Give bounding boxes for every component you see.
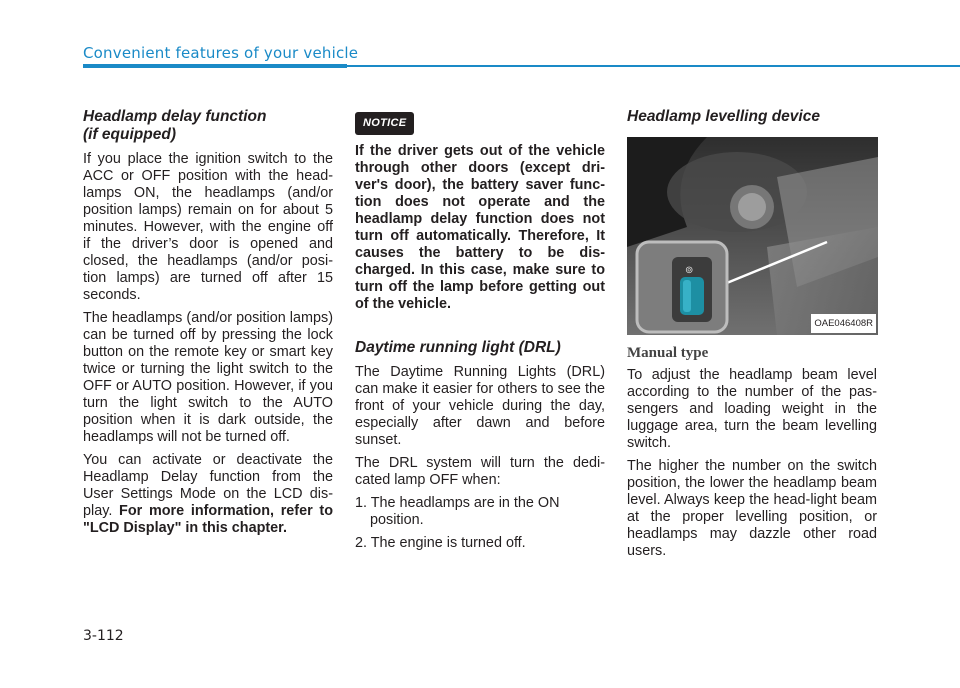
svg-text:⊚: ⊚ [685,265,694,276]
header-rule [347,65,960,67]
column-middle [355,108,605,558]
levelling-paragraph-1: To adjust the headlamp beam level according to the number of the pas-sengers and loading weight in the luggage area, turn the beam levelling switch. [627,367,877,451]
header-accent-bar [83,64,347,68]
dashboard-illustration [627,137,878,335]
notice-badge: NOTICE [355,112,414,135]
headlamp-delay-paragraph-3 [83,452,333,537]
drl-heading: Daytime running light (DRL) [355,339,561,356]
paragraph-3-normal-text: You can activate or deactivate the Headlamp Delay function from the User Settings Mode on the LCD dis-play. [83,452,333,519]
headlamp-delay-paragraph-1: If you place the ignition switch to the ACC or OFF position with the head-lamps ON, the headlamps (and/or position lamps) remain on for about 5 minutes. However, with the engine off if the driver’s door is opened and closed, the headlamps (and/or posi-tion lamps) are turned off after 15 seconds. [83,151,333,303]
levelling-paragraph-2: The higher the number on the switch position, the lower the headlamp beam level. Always keep the head-light beam at the proper levelling position, or headlamps may dazzle other road users. [627,458,877,559]
column-left [83,108,333,543]
levelling-device-heading: Headlamp levelling device [627,108,820,125]
headlamp-delay-heading-line2: (if equipped) [83,126,176,143]
headlamp-delay-heading-line1: Headlamp delay function [83,108,267,125]
manual-type-subheading: Manual type [627,345,709,361]
list-item: 2. The engine is turned off. [355,535,526,551]
image-code-caption: OAE046408R [811,314,876,333]
notice-text: If the driver gets out of the vehicle through other doors (except dri-ver's door), the battery saver func-tion does not operate and the headlamp delay function does not turn off automatically. Therefore, It causes the battery to be dis-charged. In this case, make sure to turn off the lamp before getting out of the vehicle. [355,143,605,312]
section-title: Convenient features of your vehicle [83,44,359,62]
paragraph-3-bold-text: For more information, refer to "LCD Display" in this chapter. [83,503,333,536]
drl-paragraph-2: The DRL system will turn the dedi-cated lamp OFF when: [355,455,605,488]
drl-paragraph-1: The Daytime Running Lights (DRL) can make it easier for others to see the front of your vehicle during the day, especially after dawn and before sunset. [355,364,605,448]
list-item: 1. The headlamps are in the ON position. [355,495,560,528]
headlamp-delay-heading [83,108,333,144]
levelling-switch-photo [627,137,878,335]
headlamp-delay-paragraph-2: The headlamps (and/or position lamps) can be turned off by pressing the lock button on the remote key or smart key twice or turning the light switch to the OFF or AUTO position. However, if you turn the light switch to the AUTO position when it is dark outside, the headlamps will not be turned off. [83,310,333,445]
column-right [627,108,877,566]
page-number: 3-112 [83,628,124,644]
